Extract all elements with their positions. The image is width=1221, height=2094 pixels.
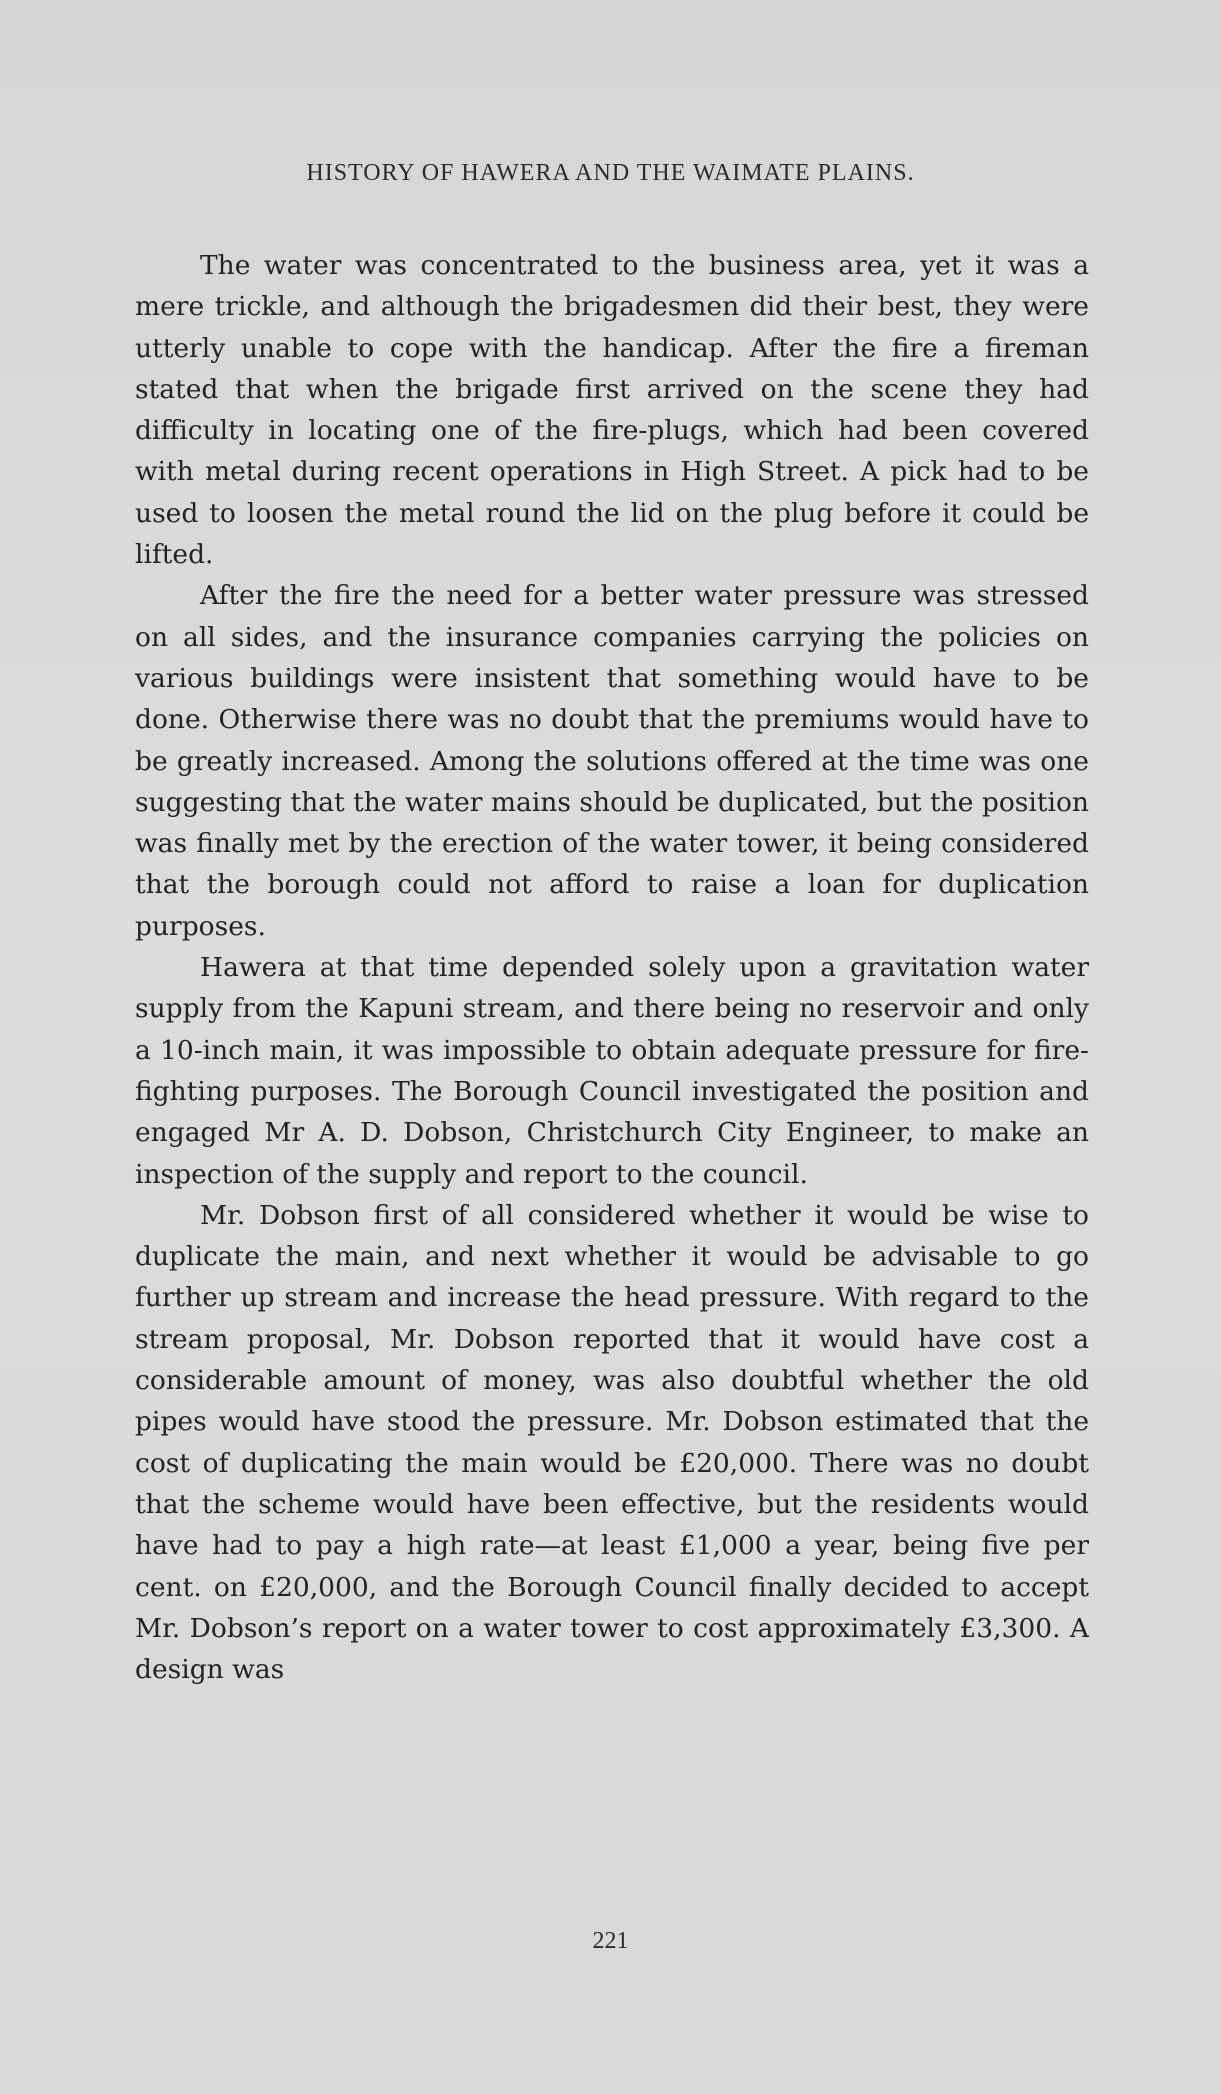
paragraph-fire-water-trickle: The water was concentrated to the business area, yet it was a mere trickle, and although the brigadesmen did their best, they were utterly unable to cope with the handicap. After the fire a fireman stated that when the brigade first arrived on the scene they had difficulty in locating one of the fire-plugs, which had been covered with metal during recent operations in High Street. A pick had to be used to loosen the metal round the lid on the plug before it could be lifted. (135, 250, 1089, 571)
page-number: 221 (592, 1928, 629, 1954)
body-text (135, 245, 1089, 1690)
paragraph-kapuni-supply: Hawera at that time depended solely upon a gravitation water supply from the Kapuni stream, and there being no reservoir and only a 10-inch main, it was impossible to obtain adequate pressure for fire-fighting purposes. The Borough Council investigated the position and engaged Mr A. D. Dobson, Christchurch City Engineer, to make an inspection of the supply and report to the council. (135, 952, 1089, 1190)
paragraph-water-pressure-need: After the fire the need for a better water pressure was stressed on all sides, and the insurance companies carrying the policies on various buildings were insistent that something would have to be done. Otherwise there was no doubt that the premiums would have to be greatly increased. Among the solutions offered at the time was one suggesting that the water mains should be duplicated, but the position was finally met by the erection of the water tower, it being considered that the borough could not afford to raise a loan for duplication purposes. (135, 580, 1089, 942)
running-head-title: HISTORY OF HAWERA AND THE WAIMATE PLAINS. (306, 160, 915, 186)
paragraph-dobson-report: Mr. Dobson first of all considered whether it would be wise to duplicate the main, and next whether it would be advisable to go further up stream and increase the head pressure. With regard to the stream proposal, Mr. Dobson reported that it would have cost a considerable amount of money, was also doubtful whether the old pipes would have stood the pressure. Mr. Dobson estimated that the cost of duplicating the main would be £20,000. There was no doubt that the scheme would have been effective, but the residents would have had to pay a high rate—at least £1,000 a year, being five per cent. on £20,000, and the Borough Council finally decided to accept Mr. Dobson’s report on a water tower to cost approximately £3,300. A design was (135, 1199, 1089, 1686)
